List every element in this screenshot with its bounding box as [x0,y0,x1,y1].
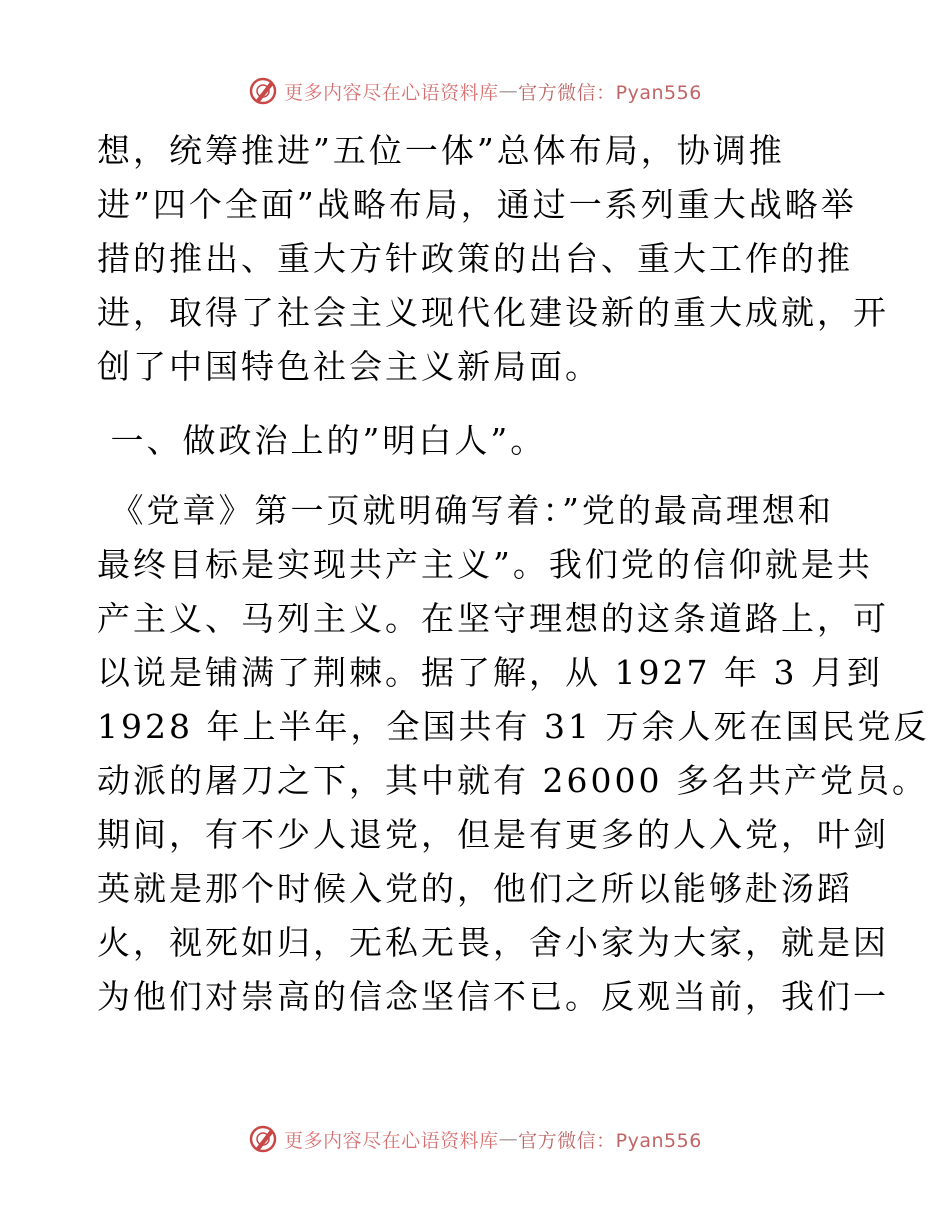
text-line: 动派的屠刀之下，其中就有 26000 多名共产党员。 [97,761,928,800]
text-line: 产主义、马列主义。在坚守理想的这条道路上，可 [97,599,889,638]
text-line: 想，统筹推进”五位一体”总体布局，协调推 [97,131,785,170]
watermark-main-text: 更多内容尽在心语资料库 [284,81,499,104]
paragraph-body [97,484,930,1024]
watermark-wechat-text: 官方微信：Pyan556 [518,1129,702,1152]
watermark-wechat-text: 官方微信：Pyan556 [518,81,702,104]
text-line: 措的推出、重大方针政策的出台、重大工作的推 [97,239,853,278]
watermark-main-text: 更多内容尽在心语资料库 [284,1129,499,1152]
header-watermark [0,76,950,106]
text-line: 创了中国特色社会主义新局面。 [97,347,601,386]
text-line: 以说是铺满了荆棘。据了解，从 1927 年 3 月到 [97,653,883,692]
paragraph-intro [97,124,889,394]
text-line: 《党章》第一页就明确写着：”党的最高理想和 [97,491,834,530]
watermark-separator: — [498,80,519,102]
text-line: 为他们对崇高的信念坚信不已。反观当前，我们一 [97,977,889,1016]
footer-watermark [0,1124,950,1154]
pen-circle-logo-icon [248,76,278,106]
heading-line: 一、做政治上的”明白人”。 [97,421,547,460]
text-line: 期间，有不少人退党，但是有更多的人入党，叶剑 [97,815,889,854]
text-line: 进”四个全面”战略布局，通过一系列重大战略举 [97,185,857,224]
text-line: 英就是那个时候入党的，他们之所以能够赴汤蹈 [97,869,853,908]
section-heading [97,414,857,468]
document-body [97,124,930,1024]
text-line: 火，视死如归，无私无畏，舍小家为大家，就是因 [97,923,889,962]
text-line: 最终目标是实现共产主义”。我们党的信仰就是共 [97,545,873,584]
pen-circle-logo-icon [248,1124,278,1154]
text-line: 1928 年上半年，全国共有 31 万余人死在国民党反 [97,707,930,746]
watermark-separator: — [498,1128,519,1150]
text-line: 进，取得了社会主义现代化建设新的重大成就，开 [97,293,889,332]
